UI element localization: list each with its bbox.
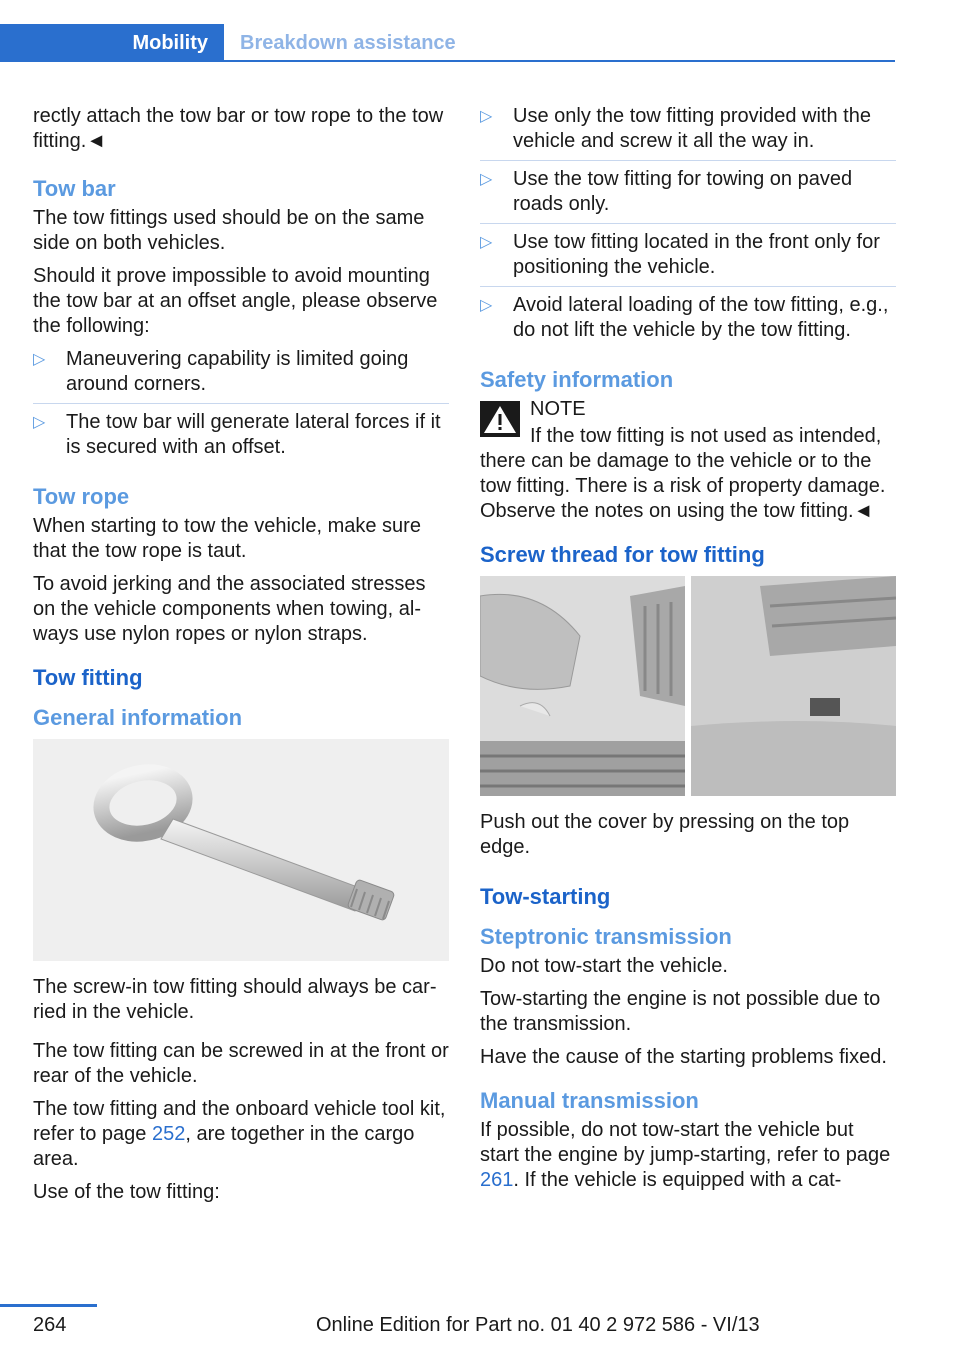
towbar-text-1: The tow fittings used should be on the same side on both vehicles. — [33, 207, 425, 254]
triangle-bullet-icon: ▷ — [480, 234, 493, 251]
footer-rule — [0, 1304, 97, 1307]
towrope-text-1: When starting to tow the vehicle, make sure that the tow rope is taut. — [33, 515, 421, 562]
header-rule — [224, 60, 895, 62]
tow-fitting-heading: Tow fitting — [33, 665, 143, 690]
list-item: ▷ Use the tow fitting for towing on paved roads only. — [480, 167, 896, 224]
edition-info: Online Edition for Part no. 01 40 2 972 586 - VI/13 — [316, 1314, 760, 1336]
manual-text: If possible, do not tow-start the vehicle but start the engine by jump-starting, refer to page 261. If the vehicle is equipped with a cat‐ — [480, 1119, 891, 1191]
list-item: ▷ Use only the tow fitting provided with the vehicle and screw it all the way in. — [480, 104, 896, 161]
general-info-heading: General information — [33, 705, 243, 730]
triangle-bullet-icon: ▷ — [33, 351, 46, 368]
page-header — [0, 24, 895, 62]
note-box — [480, 397, 896, 422]
towbar-list — [33, 347, 449, 466]
intro-text: rectly attach the tow bar or tow rope to the tow fitting.◄ — [33, 105, 444, 152]
fitting-text-4: Use of the tow fitting: — [33, 1181, 220, 1203]
steptronic-heading: Steptronic transmission — [480, 924, 732, 949]
use-list — [480, 104, 896, 349]
page-link-252[interactable]: 252 — [151, 1123, 186, 1145]
fitting-text-1: The screw-in tow fitting should always be car‐ ried in the vehicle. — [33, 976, 437, 1023]
fitting-text-2: The tow fitting can be screwed in at the front or rear of the vehicle. — [33, 1040, 449, 1087]
right-column — [480, 104, 896, 1201]
manual-heading: Manual transmission — [480, 1088, 699, 1113]
list-item: ▷ Use tow fitting located in the front only for positioning the vehicle. — [480, 230, 896, 287]
fitting-text-3: The tow fitting and the onboard vehicle tool kit, refer to page 252, are together in the cargo area. — [33, 1098, 446, 1170]
steptronic-text-3: Have the cause of the starting problems fixed. — [480, 1046, 887, 1068]
triangle-bullet-icon: ▷ — [480, 108, 493, 125]
note-text: If the tow fitting is not used as intended, there can be damage to the vehicle or to the tow fitting. There is a risk of property damage. Observe the notes on using the tow fitting.◄ — [480, 425, 886, 522]
list-item: ▷ The tow bar will generate lateral forces if it is secured with an offset. — [33, 411, 441, 458]
list-item: ▷ Avoid lateral loading of the tow fitting, e.g., do not lift the vehicle by the tow fitting. — [480, 294, 889, 341]
tow-starting-heading: Tow-starting — [480, 884, 611, 909]
steptronic-text-1: Do not tow-start the vehicle. — [480, 955, 728, 977]
tab-breakdown-assistance: Breakdown assistance — [240, 32, 456, 54]
towrope-text-2: To avoid jerking and the associated stresses on the vehicle components when towing, al‐ ways use nylon ropes or nylon straps. — [33, 573, 426, 645]
warning-triangle-icon — [480, 401, 520, 442]
left-column — [33, 104, 449, 1213]
note-label: NOTE — [530, 398, 586, 420]
tab-mobility: Mobility — [0, 24, 224, 62]
triangle-bullet-icon: ▷ — [33, 414, 46, 431]
page-number: 264 — [33, 1314, 67, 1336]
steptronic-text-2: Tow-starting the engine is not possible due to the transmission. — [480, 988, 881, 1035]
safety-heading: Safety information — [480, 367, 674, 392]
towbar-heading: Tow bar — [33, 176, 116, 201]
towrope-heading: Tow rope — [33, 484, 130, 509]
screw-thread-heading: Screw thread for tow fitting — [480, 542, 765, 567]
page-link-261[interactable]: 261 — [480, 1169, 514, 1191]
list-item: ▷ Maneuvering capability is limited going around corners. — [33, 347, 449, 404]
triangle-bullet-icon: ▷ — [480, 297, 493, 314]
towbar-text-2: Should it prove impossible to avoid mounting the tow bar at an offset angle, please observe the following: — [33, 265, 438, 337]
screw-thread-image — [480, 576, 896, 796]
tow-fitting-image — [33, 739, 449, 961]
thread-text: Push out the cover by pressing on the top edge. — [480, 811, 850, 858]
triangle-bullet-icon: ▷ — [480, 171, 493, 188]
